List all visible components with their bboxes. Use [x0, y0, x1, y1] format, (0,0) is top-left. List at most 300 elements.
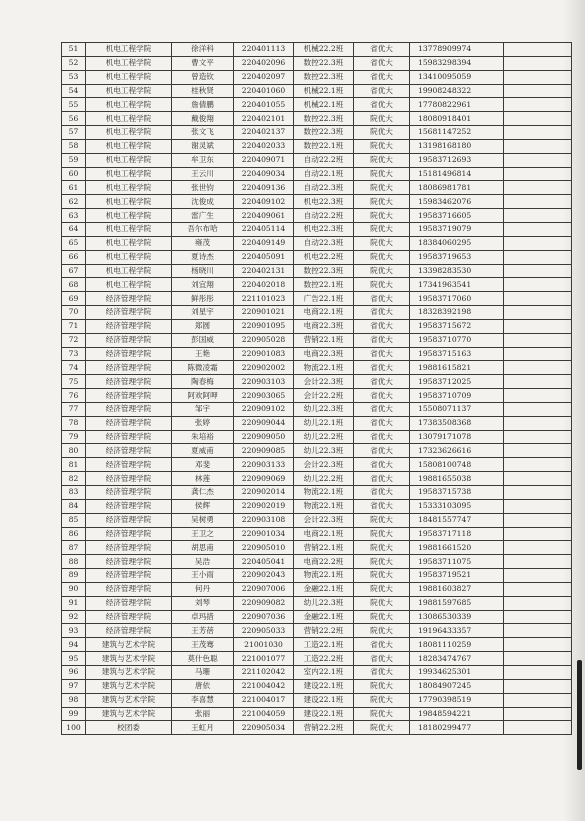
blank-cell — [504, 596, 572, 610]
college-cell: 机电工程学院 — [86, 43, 172, 57]
award-level-cell: 省优大 — [354, 375, 410, 389]
row-number: 52 — [62, 56, 86, 70]
phone-cell: 18080918401 — [410, 112, 504, 126]
class-cell: 物流22.1班 — [294, 569, 354, 583]
award-level-cell: 省优大 — [354, 402, 410, 416]
college-cell: 机电工程学院 — [86, 56, 172, 70]
college-cell: 经济管理学院 — [86, 458, 172, 472]
phone-cell: 13086530339 — [410, 610, 504, 624]
college-cell: 经济管理学院 — [86, 486, 172, 500]
college-cell: 经济管理学院 — [86, 416, 172, 430]
row-number: 63 — [62, 209, 86, 223]
blank-cell — [504, 195, 572, 209]
award-level-cell: 院优大 — [354, 693, 410, 707]
student-id-cell: 220401060 — [234, 84, 294, 98]
college-cell: 机电工程学院 — [86, 195, 172, 209]
class-cell: 自动22.3班 — [294, 181, 354, 195]
phone-cell: 19583712693 — [410, 153, 504, 167]
blank-cell — [504, 693, 572, 707]
award-level-cell: 省优大 — [354, 499, 410, 513]
table-row — [62, 402, 572, 416]
class-cell: 数控22.3班 — [294, 70, 354, 84]
student-id-cell: 221004059 — [234, 707, 294, 721]
table-row — [62, 638, 572, 652]
table-row — [62, 43, 572, 57]
class-cell: 营销22.2班 — [294, 624, 354, 638]
phone-cell: 15508071137 — [410, 402, 504, 416]
blank-cell — [504, 361, 572, 375]
blank-cell — [504, 416, 572, 430]
student-name-cell: 朱培裕 — [172, 430, 234, 444]
award-level-cell: 院优大 — [354, 624, 410, 638]
table-row — [62, 250, 572, 264]
row-number: 68 — [62, 278, 86, 292]
college-cell: 机电工程学院 — [86, 278, 172, 292]
blank-cell — [504, 333, 572, 347]
college-cell: 经济管理学院 — [86, 499, 172, 513]
class-cell: 电商22.2班 — [294, 555, 354, 569]
table-row — [62, 98, 572, 112]
phone-cell: 15333103095 — [410, 499, 504, 513]
college-cell: 机电工程学院 — [86, 139, 172, 153]
student-id-cell: 220405114 — [234, 222, 294, 236]
student-id-cell: 220402131 — [234, 264, 294, 278]
student-name-cell: 牟卫东 — [172, 153, 234, 167]
blank-cell — [504, 541, 572, 555]
class-cell: 工造22.2班 — [294, 652, 354, 666]
blank-cell — [504, 430, 572, 444]
student-name-cell: 胡思甫 — [172, 541, 234, 555]
student-name-cell: 莫什色聪 — [172, 652, 234, 666]
row-number: 67 — [62, 264, 86, 278]
student-name-cell: 曹文平 — [172, 56, 234, 70]
table-row — [62, 610, 572, 624]
college-cell: 经济管理学院 — [86, 319, 172, 333]
table-row — [62, 292, 572, 306]
college-cell: 机电工程学院 — [86, 236, 172, 250]
table-row — [62, 70, 572, 84]
phone-cell: 19908248322 — [410, 84, 504, 98]
student-name-cell: 何丹 — [172, 582, 234, 596]
college-cell: 经济管理学院 — [86, 375, 172, 389]
table-row — [62, 278, 572, 292]
phone-cell: 19583715738 — [410, 486, 504, 500]
blank-cell — [504, 236, 572, 250]
award-level-cell: 省优大 — [354, 486, 410, 500]
table-row — [62, 596, 572, 610]
table-row — [62, 472, 572, 486]
award-level-cell: 省优大 — [354, 361, 410, 375]
student-name-cell: 吴浩 — [172, 555, 234, 569]
award-level-cell: 省优大 — [354, 389, 410, 403]
award-level-cell: 院优大 — [354, 112, 410, 126]
row-number: 91 — [62, 596, 86, 610]
student-name-cell: 邓斐 — [172, 458, 234, 472]
blank-cell — [504, 250, 572, 264]
blank-cell — [504, 319, 572, 333]
college-cell: 经济管理学院 — [86, 389, 172, 403]
student-id-cell: 220405091 — [234, 250, 294, 264]
student-id-cell: 220903133 — [234, 458, 294, 472]
student-id-cell: 221004042 — [234, 679, 294, 693]
row-number: 84 — [62, 499, 86, 513]
student-id-cell: 220907036 — [234, 610, 294, 624]
student-id-cell: 220903108 — [234, 513, 294, 527]
class-cell: 会计22.3班 — [294, 513, 354, 527]
blank-cell — [504, 181, 572, 195]
student-name-cell: 王芳蓓 — [172, 624, 234, 638]
college-cell: 建筑与艺术学院 — [86, 679, 172, 693]
college-cell: 机电工程学院 — [86, 112, 172, 126]
class-cell: 自动22.1班 — [294, 167, 354, 181]
class-cell: 幼儿22.2班 — [294, 472, 354, 486]
table-row — [62, 430, 572, 444]
student-id-cell: 221004017 — [234, 693, 294, 707]
blank-cell — [504, 306, 572, 320]
college-cell: 机电工程学院 — [86, 84, 172, 98]
student-name-cell: 鲜彤彤 — [172, 292, 234, 306]
college-cell: 校团委 — [86, 721, 172, 735]
table-row — [62, 126, 572, 140]
student-id-cell: 220402137 — [234, 126, 294, 140]
student-id-cell: 220402096 — [234, 56, 294, 70]
award-level-cell: 院优大 — [354, 707, 410, 721]
row-number: 99 — [62, 707, 86, 721]
blank-cell — [504, 375, 572, 389]
table-row — [62, 112, 572, 126]
phone-cell: 19881597685 — [410, 596, 504, 610]
college-cell: 经济管理学院 — [86, 582, 172, 596]
student-id-cell: 220909050 — [234, 430, 294, 444]
class-cell: 金融22.1班 — [294, 610, 354, 624]
table-row — [62, 527, 572, 541]
student-name-cell: 谢灵斌 — [172, 139, 234, 153]
student-id-cell: 220905034 — [234, 721, 294, 735]
college-cell: 机电工程学院 — [86, 250, 172, 264]
blank-cell — [504, 569, 572, 583]
class-cell: 室内22.1班 — [294, 665, 354, 679]
award-level-cell: 院优大 — [354, 555, 410, 569]
phone-cell: 19881615821 — [410, 361, 504, 375]
class-cell: 营销22.1班 — [294, 333, 354, 347]
blank-cell — [504, 84, 572, 98]
class-cell: 建设22.1班 — [294, 679, 354, 693]
student-id-cell: 220909044 — [234, 416, 294, 430]
college-cell: 建筑与艺术学院 — [86, 652, 172, 666]
award-level-cell: 院优大 — [354, 569, 410, 583]
row-number: 93 — [62, 624, 86, 638]
student-id-cell: 220401113 — [234, 43, 294, 57]
student-name-cell: 桂秋贤 — [172, 84, 234, 98]
award-level-cell: 省优大 — [354, 638, 410, 652]
row-number: 80 — [62, 444, 86, 458]
student-id-cell: 220409034 — [234, 167, 294, 181]
row-number: 100 — [62, 721, 86, 735]
award-level-cell: 省优大 — [354, 84, 410, 98]
student-id-cell: 221101023 — [234, 292, 294, 306]
table-row — [62, 499, 572, 513]
phone-cell: 17790398519 — [410, 693, 504, 707]
table-row — [62, 167, 572, 181]
student-id-cell: 220405041 — [234, 555, 294, 569]
award-level-cell: 院优大 — [354, 610, 410, 624]
class-cell: 会计22.3班 — [294, 458, 354, 472]
class-cell: 机械22.2班 — [294, 43, 354, 57]
row-number: 74 — [62, 361, 86, 375]
blank-cell — [504, 56, 572, 70]
table-row — [62, 347, 572, 361]
student-id-cell: 220909069 — [234, 472, 294, 486]
class-cell: 自动22.2班 — [294, 153, 354, 167]
student-id-cell: 220909085 — [234, 444, 294, 458]
award-level-cell: 院优大 — [354, 153, 410, 167]
row-number: 65 — [62, 236, 86, 250]
blank-cell — [504, 499, 572, 513]
blank-cell — [504, 486, 572, 500]
row-number: 60 — [62, 167, 86, 181]
class-cell: 数控22.3班 — [294, 264, 354, 278]
class-cell: 金融22.1班 — [294, 582, 354, 596]
student-name-cell: 林莲 — [172, 472, 234, 486]
blank-cell — [504, 555, 572, 569]
student-name-cell: 陶春梅 — [172, 375, 234, 389]
college-cell: 机电工程学院 — [86, 70, 172, 84]
student-id-cell: 220907006 — [234, 582, 294, 596]
award-level-cell: 省优大 — [354, 444, 410, 458]
row-number: 96 — [62, 665, 86, 679]
table-row — [62, 153, 572, 167]
row-number: 90 — [62, 582, 86, 596]
class-cell: 机电22.2班 — [294, 250, 354, 264]
table-row — [62, 721, 572, 735]
student-id-cell: 220905028 — [234, 333, 294, 347]
row-number: 57 — [62, 126, 86, 140]
award-roster-table — [61, 42, 572, 735]
award-level-cell: 院优大 — [354, 582, 410, 596]
college-cell: 经济管理学院 — [86, 569, 172, 583]
blank-cell — [504, 153, 572, 167]
blank-cell — [504, 278, 572, 292]
blank-cell — [504, 347, 572, 361]
blank-cell — [504, 126, 572, 140]
table-row — [62, 306, 572, 320]
blank-cell — [504, 638, 572, 652]
class-cell: 电商22.1班 — [294, 306, 354, 320]
class-cell: 电商22.3班 — [294, 319, 354, 333]
class-cell: 建设22.1班 — [294, 693, 354, 707]
student-name-cell: 詹倩鹏 — [172, 98, 234, 112]
table-row — [62, 333, 572, 347]
table-row — [62, 236, 572, 250]
student-id-cell: 220409136 — [234, 181, 294, 195]
student-id-cell: 220901095 — [234, 319, 294, 333]
class-cell: 营销22.1班 — [294, 541, 354, 555]
row-number: 82 — [62, 472, 86, 486]
class-cell: 自动22.2班 — [294, 209, 354, 223]
student-id-cell: 220402018 — [234, 278, 294, 292]
blank-cell — [504, 652, 572, 666]
student-name-cell: 徐洋科 — [172, 43, 234, 57]
college-cell: 机电工程学院 — [86, 181, 172, 195]
row-number: 85 — [62, 513, 86, 527]
student-name-cell: 张世钧 — [172, 181, 234, 195]
blank-cell — [504, 389, 572, 403]
student-id-cell: 220909102 — [234, 402, 294, 416]
student-id-cell: 21001030 — [234, 638, 294, 652]
row-number: 72 — [62, 333, 86, 347]
college-cell: 经济管理学院 — [86, 472, 172, 486]
college-cell: 机电工程学院 — [86, 222, 172, 236]
student-id-cell: 220402097 — [234, 70, 294, 84]
row-number: 58 — [62, 139, 86, 153]
award-level-cell: 院优大 — [354, 721, 410, 735]
student-name-cell: 曾造钦 — [172, 70, 234, 84]
phone-cell: 17341963541 — [410, 278, 504, 292]
class-cell: 幼儿22.1班 — [294, 416, 354, 430]
row-number: 89 — [62, 569, 86, 583]
binding-edge-mark — [577, 660, 582, 770]
row-number: 76 — [62, 389, 86, 403]
phone-cell: 13398283530 — [410, 264, 504, 278]
class-cell: 机械22.1班 — [294, 84, 354, 98]
row-number: 64 — [62, 222, 86, 236]
phone-cell: 15681147252 — [410, 126, 504, 140]
student-name-cell: 刘琴 — [172, 596, 234, 610]
table-row — [62, 555, 572, 569]
row-number: 83 — [62, 486, 86, 500]
class-cell: 机械22.1班 — [294, 98, 354, 112]
table-row — [62, 513, 572, 527]
blank-cell — [504, 222, 572, 236]
phone-cell: 15181496814 — [410, 167, 504, 181]
table-row — [62, 389, 572, 403]
class-cell: 幼儿22.2班 — [294, 430, 354, 444]
student-name-cell: 邹宇 — [172, 402, 234, 416]
award-level-cell: 省优大 — [354, 98, 410, 112]
student-name-cell: 张婷 — [172, 416, 234, 430]
table-row — [62, 486, 572, 500]
class-cell: 机电22.3班 — [294, 222, 354, 236]
table-row — [62, 569, 572, 583]
award-level-cell: 省优大 — [354, 665, 410, 679]
award-level-cell: 院优大 — [354, 264, 410, 278]
row-number: 69 — [62, 292, 86, 306]
class-cell: 会计22.2班 — [294, 389, 354, 403]
award-level-cell: 省优大 — [354, 347, 410, 361]
blank-cell — [504, 139, 572, 153]
college-cell: 机电工程学院 — [86, 167, 172, 181]
student-name-cell: 张文飞 — [172, 126, 234, 140]
phone-cell: 18283474767 — [410, 652, 504, 666]
award-level-cell: 院优大 — [354, 181, 410, 195]
phone-cell: 19583716605 — [410, 209, 504, 223]
phone-cell: 19583712025 — [410, 375, 504, 389]
student-id-cell: 220901034 — [234, 527, 294, 541]
table-row — [62, 665, 572, 679]
row-number: 97 — [62, 679, 86, 693]
class-cell: 物流22.1班 — [294, 486, 354, 500]
student-id-cell: 220902019 — [234, 499, 294, 513]
student-id-cell: 220905033 — [234, 624, 294, 638]
row-number: 75 — [62, 375, 86, 389]
blank-cell — [504, 707, 572, 721]
table-row — [62, 679, 572, 693]
table-row — [62, 707, 572, 721]
college-cell: 经济管理学院 — [86, 333, 172, 347]
award-level-cell: 院优大 — [354, 209, 410, 223]
college-cell: 经济管理学院 — [86, 347, 172, 361]
student-name-cell: 郑圆 — [172, 319, 234, 333]
award-level-cell: 省优大 — [354, 458, 410, 472]
college-cell: 机电工程学院 — [86, 153, 172, 167]
award-level-cell: 院优大 — [354, 541, 410, 555]
phone-cell: 19583717060 — [410, 292, 504, 306]
row-number: 73 — [62, 347, 86, 361]
college-cell: 建筑与艺术学院 — [86, 707, 172, 721]
blank-cell — [504, 112, 572, 126]
phone-cell: 19583711075 — [410, 555, 504, 569]
blank-cell — [504, 527, 572, 541]
student-name-cell: 阿欢阿呷 — [172, 389, 234, 403]
blank-cell — [504, 513, 572, 527]
phone-cell: 19583710709 — [410, 389, 504, 403]
student-id-cell: 220903065 — [234, 389, 294, 403]
blank-cell — [504, 721, 572, 735]
student-name-cell: 刘宜翔 — [172, 278, 234, 292]
blank-cell — [504, 402, 572, 416]
phone-cell: 19881603827 — [410, 582, 504, 596]
student-name-cell: 马珊 — [172, 665, 234, 679]
table-row — [62, 195, 572, 209]
student-name-cell: 龚仁杰 — [172, 486, 234, 500]
table-row — [62, 209, 572, 223]
row-number: 71 — [62, 319, 86, 333]
table-row — [62, 139, 572, 153]
college-cell: 机电工程学院 — [86, 264, 172, 278]
award-level-cell: 省优大 — [354, 430, 410, 444]
college-cell: 经济管理学院 — [86, 555, 172, 569]
student-name-cell: 侯辉 — [172, 499, 234, 513]
table-row — [62, 693, 572, 707]
class-cell: 数控22.3班 — [294, 126, 354, 140]
blank-cell — [504, 70, 572, 84]
phone-cell: 19881655038 — [410, 472, 504, 486]
award-level-cell: 院优大 — [354, 250, 410, 264]
row-number: 56 — [62, 112, 86, 126]
phone-cell: 19848594221 — [410, 707, 504, 721]
student-id-cell: 220902043 — [234, 569, 294, 583]
blank-cell — [504, 264, 572, 278]
college-cell: 经济管理学院 — [86, 292, 172, 306]
row-number: 54 — [62, 84, 86, 98]
student-name-cell: 吾尔布哈 — [172, 222, 234, 236]
college-cell: 经济管理学院 — [86, 541, 172, 555]
student-id-cell: 220409102 — [234, 195, 294, 209]
phone-cell: 17323626616 — [410, 444, 504, 458]
award-level-cell: 院优大 — [354, 513, 410, 527]
award-level-cell: 院优大 — [354, 222, 410, 236]
class-cell: 自动22.3班 — [294, 236, 354, 250]
phone-cell: 18086981781 — [410, 181, 504, 195]
college-cell: 建筑与艺术学院 — [86, 638, 172, 652]
blank-cell — [504, 43, 572, 57]
phone-cell: 15808100748 — [410, 458, 504, 472]
award-level-cell: 院优大 — [354, 167, 410, 181]
row-number: 61 — [62, 181, 86, 195]
student-id-cell: 220903103 — [234, 375, 294, 389]
award-level-cell: 省优大 — [354, 652, 410, 666]
college-cell: 经济管理学院 — [86, 624, 172, 638]
